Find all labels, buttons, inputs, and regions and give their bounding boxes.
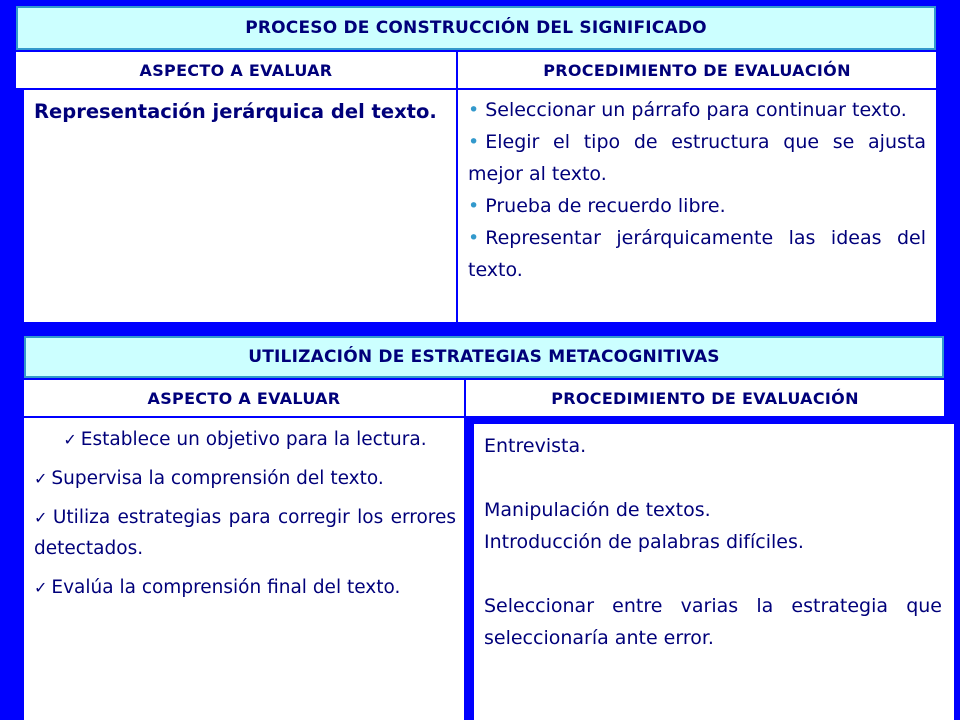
section1-aspect-cell: [24, 90, 456, 322]
list-item: [468, 94, 926, 126]
section2-header-procedure: [466, 380, 944, 416]
section1-aspect-text: Representación jerárquica del texto.: [34, 100, 437, 123]
procedure-text: Seleccionar un párrafo para continuar texto.: [485, 99, 907, 121]
section1-procedure-list: [468, 94, 926, 286]
aspect-text: Supervisa la comprensión del texto.: [51, 468, 384, 489]
section2-aspect-list: [34, 424, 456, 603]
check-icon: ✓: [34, 508, 49, 527]
section1-header-procedure: [458, 52, 936, 88]
section2-header-procedure-label: PROCEDIMIENTO DE EVALUACIÓN: [551, 388, 859, 408]
section1-title-text: PROCESO DE CONSTRUCCIÓN DEL SIGNIFICADO: [245, 18, 707, 38]
list-item: Seleccionar entre varias la estrategia que seleccionaría ante error.: [484, 595, 942, 649]
section1-header-aspect: [16, 52, 456, 88]
aspect-text: Establece un objetivo para la lectura.: [80, 429, 427, 450]
list-item: [468, 222, 926, 286]
section1-procedure-cell: [458, 90, 936, 322]
list-item: [34, 424, 456, 455]
section2-title: [24, 336, 944, 378]
bullet-icon: [468, 227, 485, 249]
bullet-icon: [468, 195, 485, 217]
bullet-icon: [468, 99, 485, 121]
section2-procedure-list: [484, 430, 942, 654]
section2-header-aspect-label: ASPECTO A EVALUAR: [147, 388, 341, 408]
procedure-text: Representar jerárquicamente las ideas del texto.: [468, 227, 926, 281]
bullet-icon: [468, 131, 485, 153]
check-icon: ✓: [34, 578, 48, 597]
procedure-text: Elegir el tipo de estructura que se ajusta mejor al texto.: [468, 131, 926, 185]
check-icon: ✓: [34, 469, 48, 488]
section2-header-aspect: [24, 380, 464, 416]
aspect-text: Evalúa la comprensión final del texto.: [51, 577, 401, 598]
check-icon: ✓: [63, 430, 77, 449]
section1-header-aspect-label: ASPECTO A EVALUAR: [139, 60, 333, 80]
section2-procedure-cell: [474, 424, 954, 720]
list-item: [468, 126, 926, 190]
section2-aspect-cell: [24, 418, 464, 720]
list-item: [34, 572, 456, 603]
section1-title: [16, 6, 936, 50]
section1-header-procedure-label: PROCEDIMIENTO DE EVALUACIÓN: [543, 60, 851, 80]
list-item: [34, 463, 456, 494]
list-item: Introducción de palabras difíciles.: [484, 531, 804, 553]
aspect-text: Utiliza estrategias para corregir los errores detectados.: [34, 507, 456, 559]
section2-title-text: UTILIZACIÓN DE ESTRATEGIAS METACOGNITIVAS: [248, 347, 720, 367]
list-item: [34, 502, 456, 564]
list-item: [468, 190, 926, 222]
list-item: Manipulación de textos.: [484, 499, 711, 521]
list-item: Entrevista.: [484, 435, 587, 457]
procedure-text: Prueba de recuerdo libre.: [485, 195, 726, 217]
